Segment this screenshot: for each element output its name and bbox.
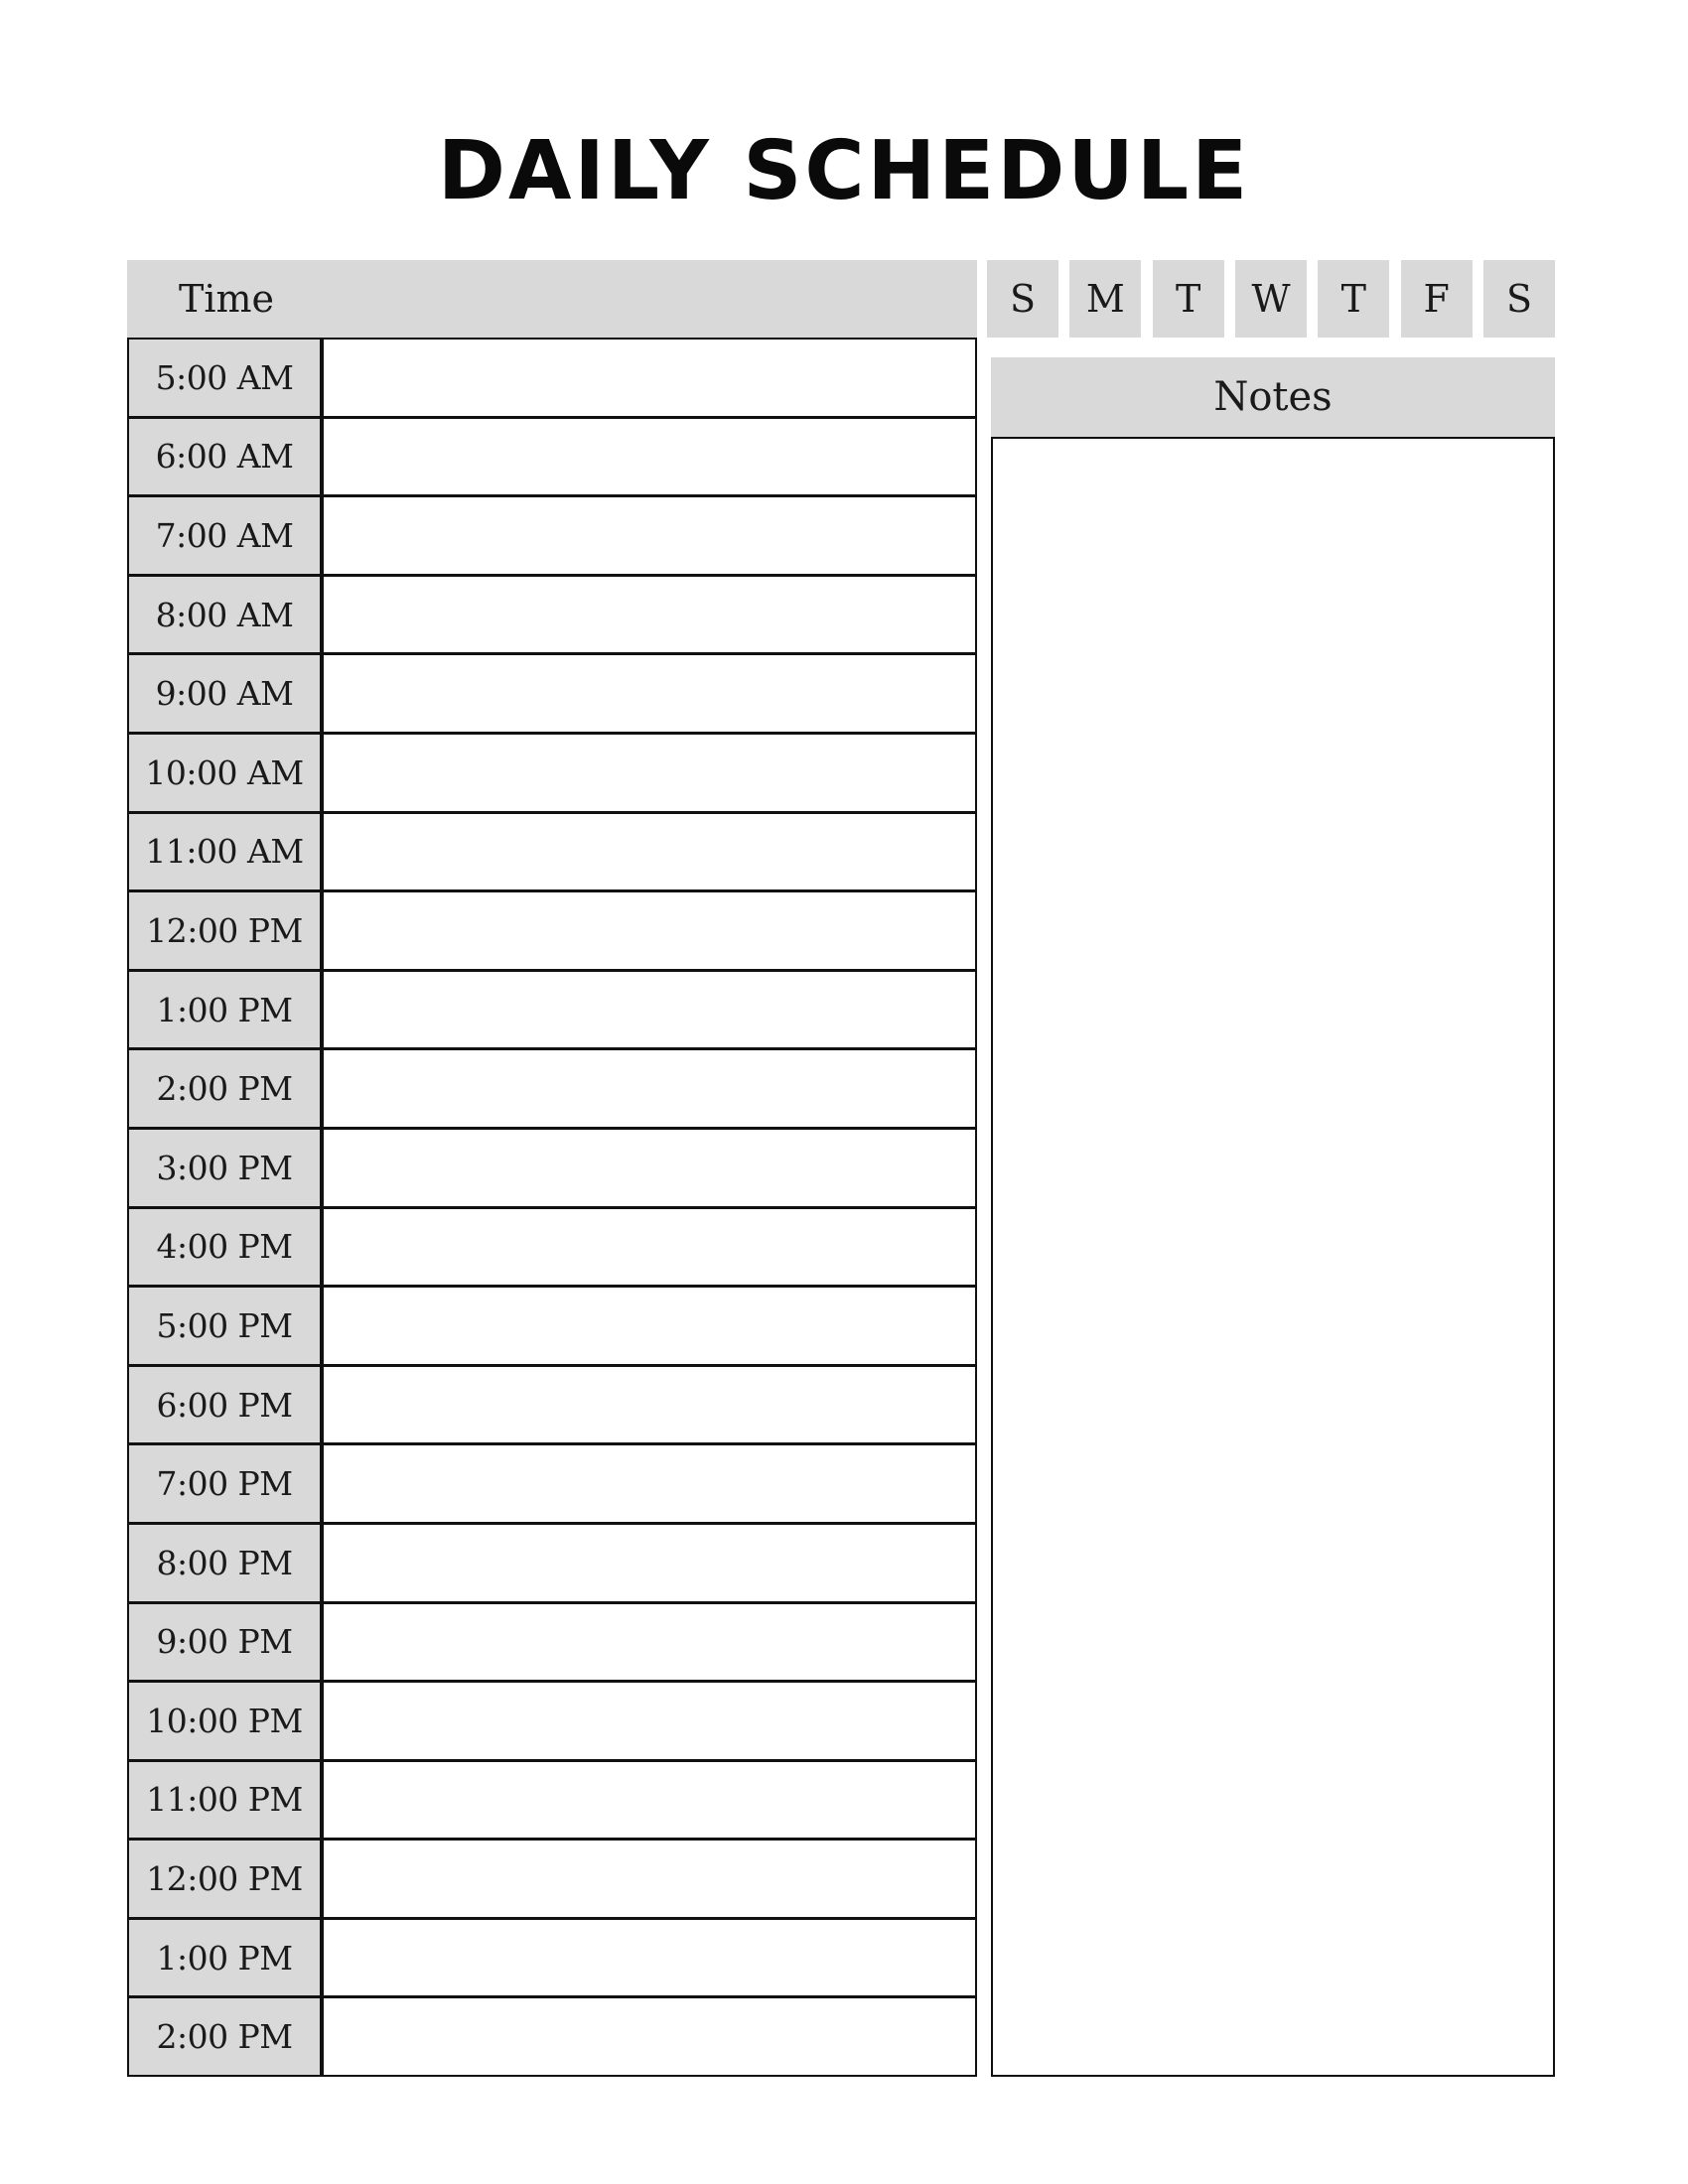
schedule-entry-field[interactable] [324,340,975,416]
schedule-entry-field[interactable] [324,814,975,890]
schedule-entry-field[interactable] [324,1683,975,1759]
time-slot-label: 6:00 AM [129,419,324,495]
day-box[interactable]: F [1401,260,1473,338]
time-slot-label: 2:00 PM [129,1050,324,1127]
schedule-entry-field[interactable] [324,892,975,969]
schedule-table [127,338,977,2077]
time-slot-label: 1:00 PM [129,1920,324,1996]
schedule-entry-field[interactable] [324,419,975,495]
schedule-entry-field[interactable] [324,1288,975,1364]
schedule-row [129,340,975,416]
schedule-entry-field[interactable] [324,1604,975,1681]
schedule-header [127,260,977,338]
time-column-header: Time [179,277,275,321]
schedule-row [129,1680,975,1759]
schedule-row [129,1127,975,1206]
schedule-entry-field[interactable] [324,1762,975,1839]
schedule-entry-field[interactable] [324,972,975,1048]
schedule-row [129,1206,975,1286]
schedule-entry-field[interactable] [324,1920,975,1996]
schedule-row [129,969,975,1048]
schedule-row [129,889,975,969]
time-slot-label: 3:00 PM [129,1130,324,1206]
time-slot-label: 10:00 PM [129,1683,324,1759]
schedule-row [129,494,975,574]
time-slot-label: 7:00 PM [129,1445,324,1522]
schedule-entry-field[interactable] [324,1050,975,1127]
time-slot-label: 5:00 AM [129,340,324,416]
schedule-row [129,1601,975,1681]
page-title: DAILY SCHEDULE [437,124,1251,218]
day-box[interactable]: S [987,260,1058,338]
day-box[interactable]: S [1483,260,1555,338]
schedule-row [129,1917,975,1996]
schedule-entry-field[interactable] [324,1841,975,1917]
time-slot-label: 11:00 PM [129,1762,324,1839]
schedule-row [129,1442,975,1522]
schedule-entry-field[interactable] [324,1130,975,1206]
schedule-row [129,1047,975,1127]
weekday-selector [987,260,1555,338]
schedule-entry-field[interactable] [324,577,975,653]
schedule-entry-field[interactable] [324,1445,975,1522]
schedule-row [129,652,975,732]
time-slot-label: 10:00 AM [129,735,324,811]
schedule-row [129,416,975,495]
day-box[interactable]: T [1153,260,1224,338]
time-slot-label: 9:00 AM [129,655,324,732]
schedule-row [129,811,975,890]
time-slot-label: 12:00 PM [129,892,324,969]
schedule-row [129,1759,975,1839]
schedule-row [129,1838,975,1917]
schedule-row [129,1522,975,1601]
time-slot-label: 1:00 PM [129,972,324,1048]
time-slot-label: 4:00 PM [129,1209,324,1286]
time-slot-label: 8:00 AM [129,577,324,653]
schedule-row [129,1995,975,2075]
time-slot-label: 8:00 PM [129,1525,324,1601]
time-slot-label: 6:00 PM [129,1367,324,1443]
time-slot-label: 9:00 PM [129,1604,324,1681]
day-box[interactable]: T [1318,260,1389,338]
day-box[interactable]: M [1069,260,1141,338]
schedule-entry-field[interactable] [324,1525,975,1601]
schedule-row [129,1364,975,1443]
schedule-entry-field[interactable] [324,1998,975,2075]
schedule-entry-field[interactable] [324,1367,975,1443]
schedule-row [129,1285,975,1364]
day-box[interactable]: W [1235,260,1307,338]
time-slot-label: 11:00 AM [129,814,324,890]
notes-header: Notes [991,357,1555,437]
schedule-row [129,574,975,653]
schedule-entry-field[interactable] [324,497,975,574]
notes-area[interactable] [991,437,1555,2077]
schedule-row [129,732,975,811]
schedule-entry-field[interactable] [324,1209,975,1286]
time-slot-label: 2:00 PM [129,1998,324,2075]
schedule-entry-field[interactable] [324,655,975,732]
time-slot-label: 12:00 PM [129,1841,324,1917]
time-slot-label: 7:00 AM [129,497,324,574]
schedule-entry-field[interactable] [324,735,975,811]
time-slot-label: 5:00 PM [129,1288,324,1364]
